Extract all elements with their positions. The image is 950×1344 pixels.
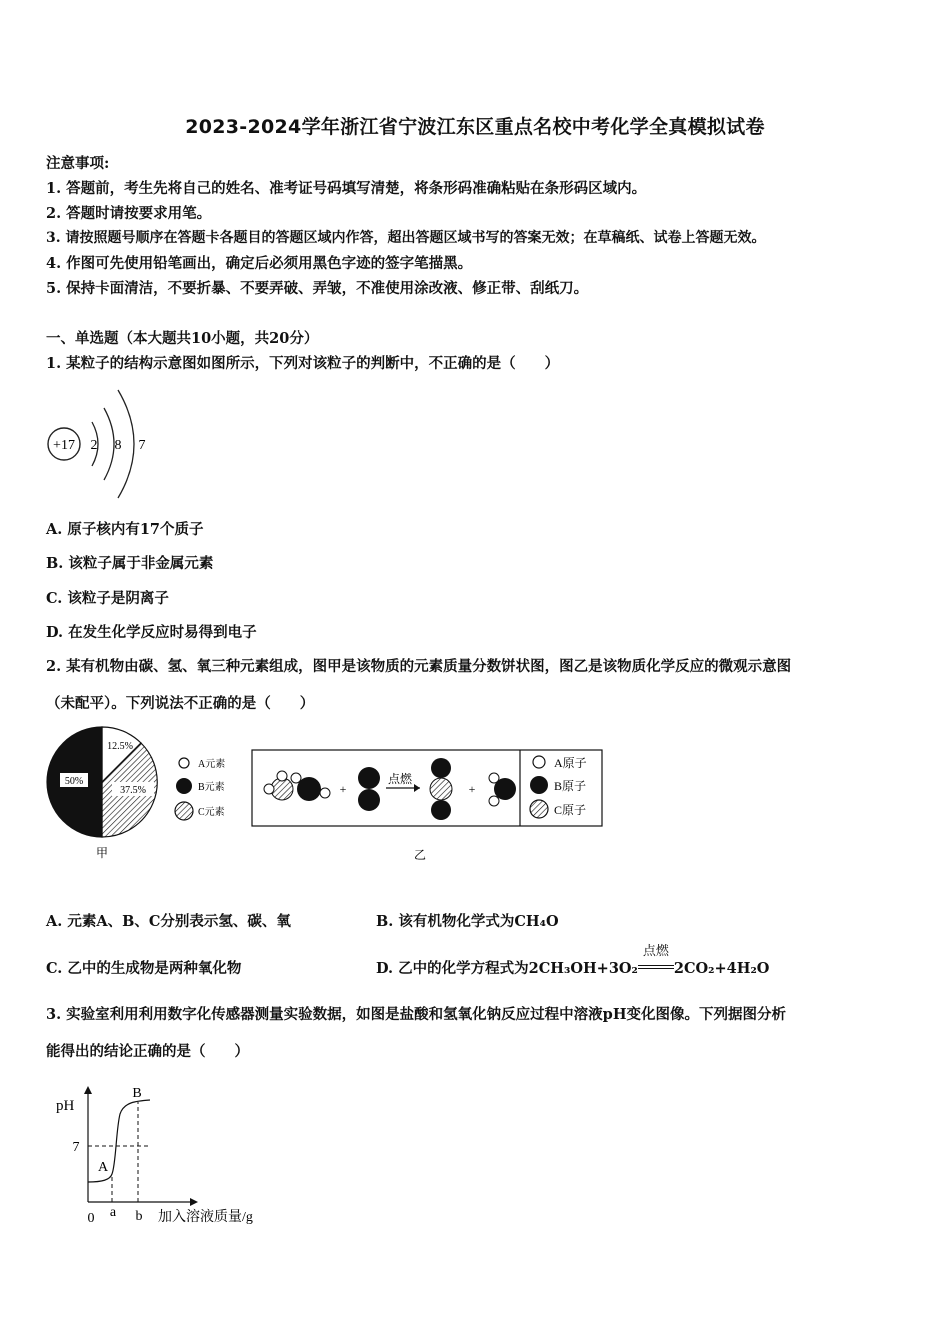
shell-electrons: 8	[114, 438, 122, 453]
pie-label: 50%	[64, 776, 84, 787]
y-tick-label: 7	[72, 1140, 80, 1155]
pie-chart	[47, 727, 157, 837]
reaction-condition: 点燃	[387, 772, 413, 786]
legend-label: C元素	[198, 807, 225, 818]
question-1-stem: 1. 某粒子的结构示意图如图所示，下列对该粒子的判断中，不正确的是（ ）	[46, 355, 560, 372]
figure-label: 乙	[413, 848, 427, 862]
option-c: C. 乙中的生成物是两种氧化物	[46, 960, 242, 977]
plus-sign: +	[468, 782, 476, 796]
pie-label: 37.5%	[120, 785, 146, 796]
question-3-stem: 3. 实验室利用利用数字化传感器测量实验数据，如图是盐酸和氢氧化钠反应过程中溶液pH变化图像。下列据图分析	[46, 1006, 787, 1023]
x-tick-label: b	[135, 1209, 143, 1224]
option-d-suffix: 2CO₂+4H₂O	[673, 960, 770, 977]
option-a: A. 元素A、B、C分别表示氢、碳、氧	[46, 913, 291, 930]
atom-structure-diagram	[44, 382, 164, 504]
legend-label: A元素	[198, 759, 226, 770]
legend-label: C原子	[554, 803, 587, 817]
question-3-stem: 能得出的结论正确的是（ ）	[46, 1043, 249, 1060]
shell-electrons: 7	[138, 438, 146, 453]
figure-jia-yi	[44, 722, 609, 867]
page-title: 2023-2024学年浙江省宁波江东区重点名校中考化学全真模拟试卷	[185, 116, 765, 138]
reaction-condition: 点燃	[642, 944, 669, 959]
reaction-arrow	[638, 944, 674, 976]
origin-label: 0	[87, 1211, 95, 1226]
option-a: A. 原子核内有17个质子	[46, 521, 204, 538]
option-b: B. 该粒子属于非金属元素	[46, 555, 214, 572]
pie-label: 12.5%	[107, 741, 133, 752]
notice-item: 4. 作图可先使用铅笔画出，确定后必须用黑色字迹的签字笔描黑。	[46, 255, 473, 272]
point-label: B	[132, 1086, 142, 1101]
question-2-stem: 2. 某有机物由碳、氢、氧三种元素组成，图甲是该物质的元素质量分数饼状图，图乙是该物质化学反应的微观示意图	[46, 658, 792, 675]
option-c: C. 该粒子是阴离子	[46, 590, 169, 607]
figure-label: 甲	[95, 846, 109, 860]
option-d-prefix: D. 乙中的化学方程式为2CH₃OH+3O₂	[376, 960, 638, 977]
notice-heading: 注意事项:	[46, 155, 110, 172]
ph-graph	[46, 1078, 286, 1228]
question-2-stem: （未配平）。下列说法不正确的是（ ）	[46, 695, 315, 712]
option-b: B. 该有机物化学式为CH₄O	[376, 913, 559, 930]
legend-label: B元素	[198, 782, 225, 793]
notice-item: 5. 保持卡面清洁，不要折暴、不要弄破、弄皱，不准使用涂改液、修正带、刮纸刀。	[46, 280, 589, 297]
notice-item: 3. 请按照题号顺序在答题卡各题目的答题区域内作答，超出答题区域书写的答案无效；在草稿纸、试卷上答题无效。	[46, 230, 766, 246]
x-axis-label: 加入溶液质量/g	[158, 1210, 253, 1225]
notice-item: 2. 答题时请按要求用笔。	[46, 205, 212, 222]
y-axis-label: pH	[56, 1098, 75, 1114]
legend-label: B原子	[554, 779, 587, 793]
plus-sign: +	[339, 782, 347, 796]
option-d	[376, 944, 770, 978]
notice-item: 1. 答题前，考生先将自己的姓名、准考证号码填写清楚，将条形码准确粘贴在条形码区域内。	[46, 180, 647, 197]
nucleus-charge: +17	[53, 438, 75, 453]
x-tick-label: a	[109, 1205, 117, 1220]
point-label: A	[97, 1160, 109, 1175]
legend-label: A原子	[554, 756, 587, 770]
shell-electrons: 2	[90, 438, 98, 453]
option-d: D. 在发生化学反应时易得到电子	[46, 624, 257, 641]
section-heading: 一、单选题（本大题共10小题，共20分）	[46, 330, 319, 347]
